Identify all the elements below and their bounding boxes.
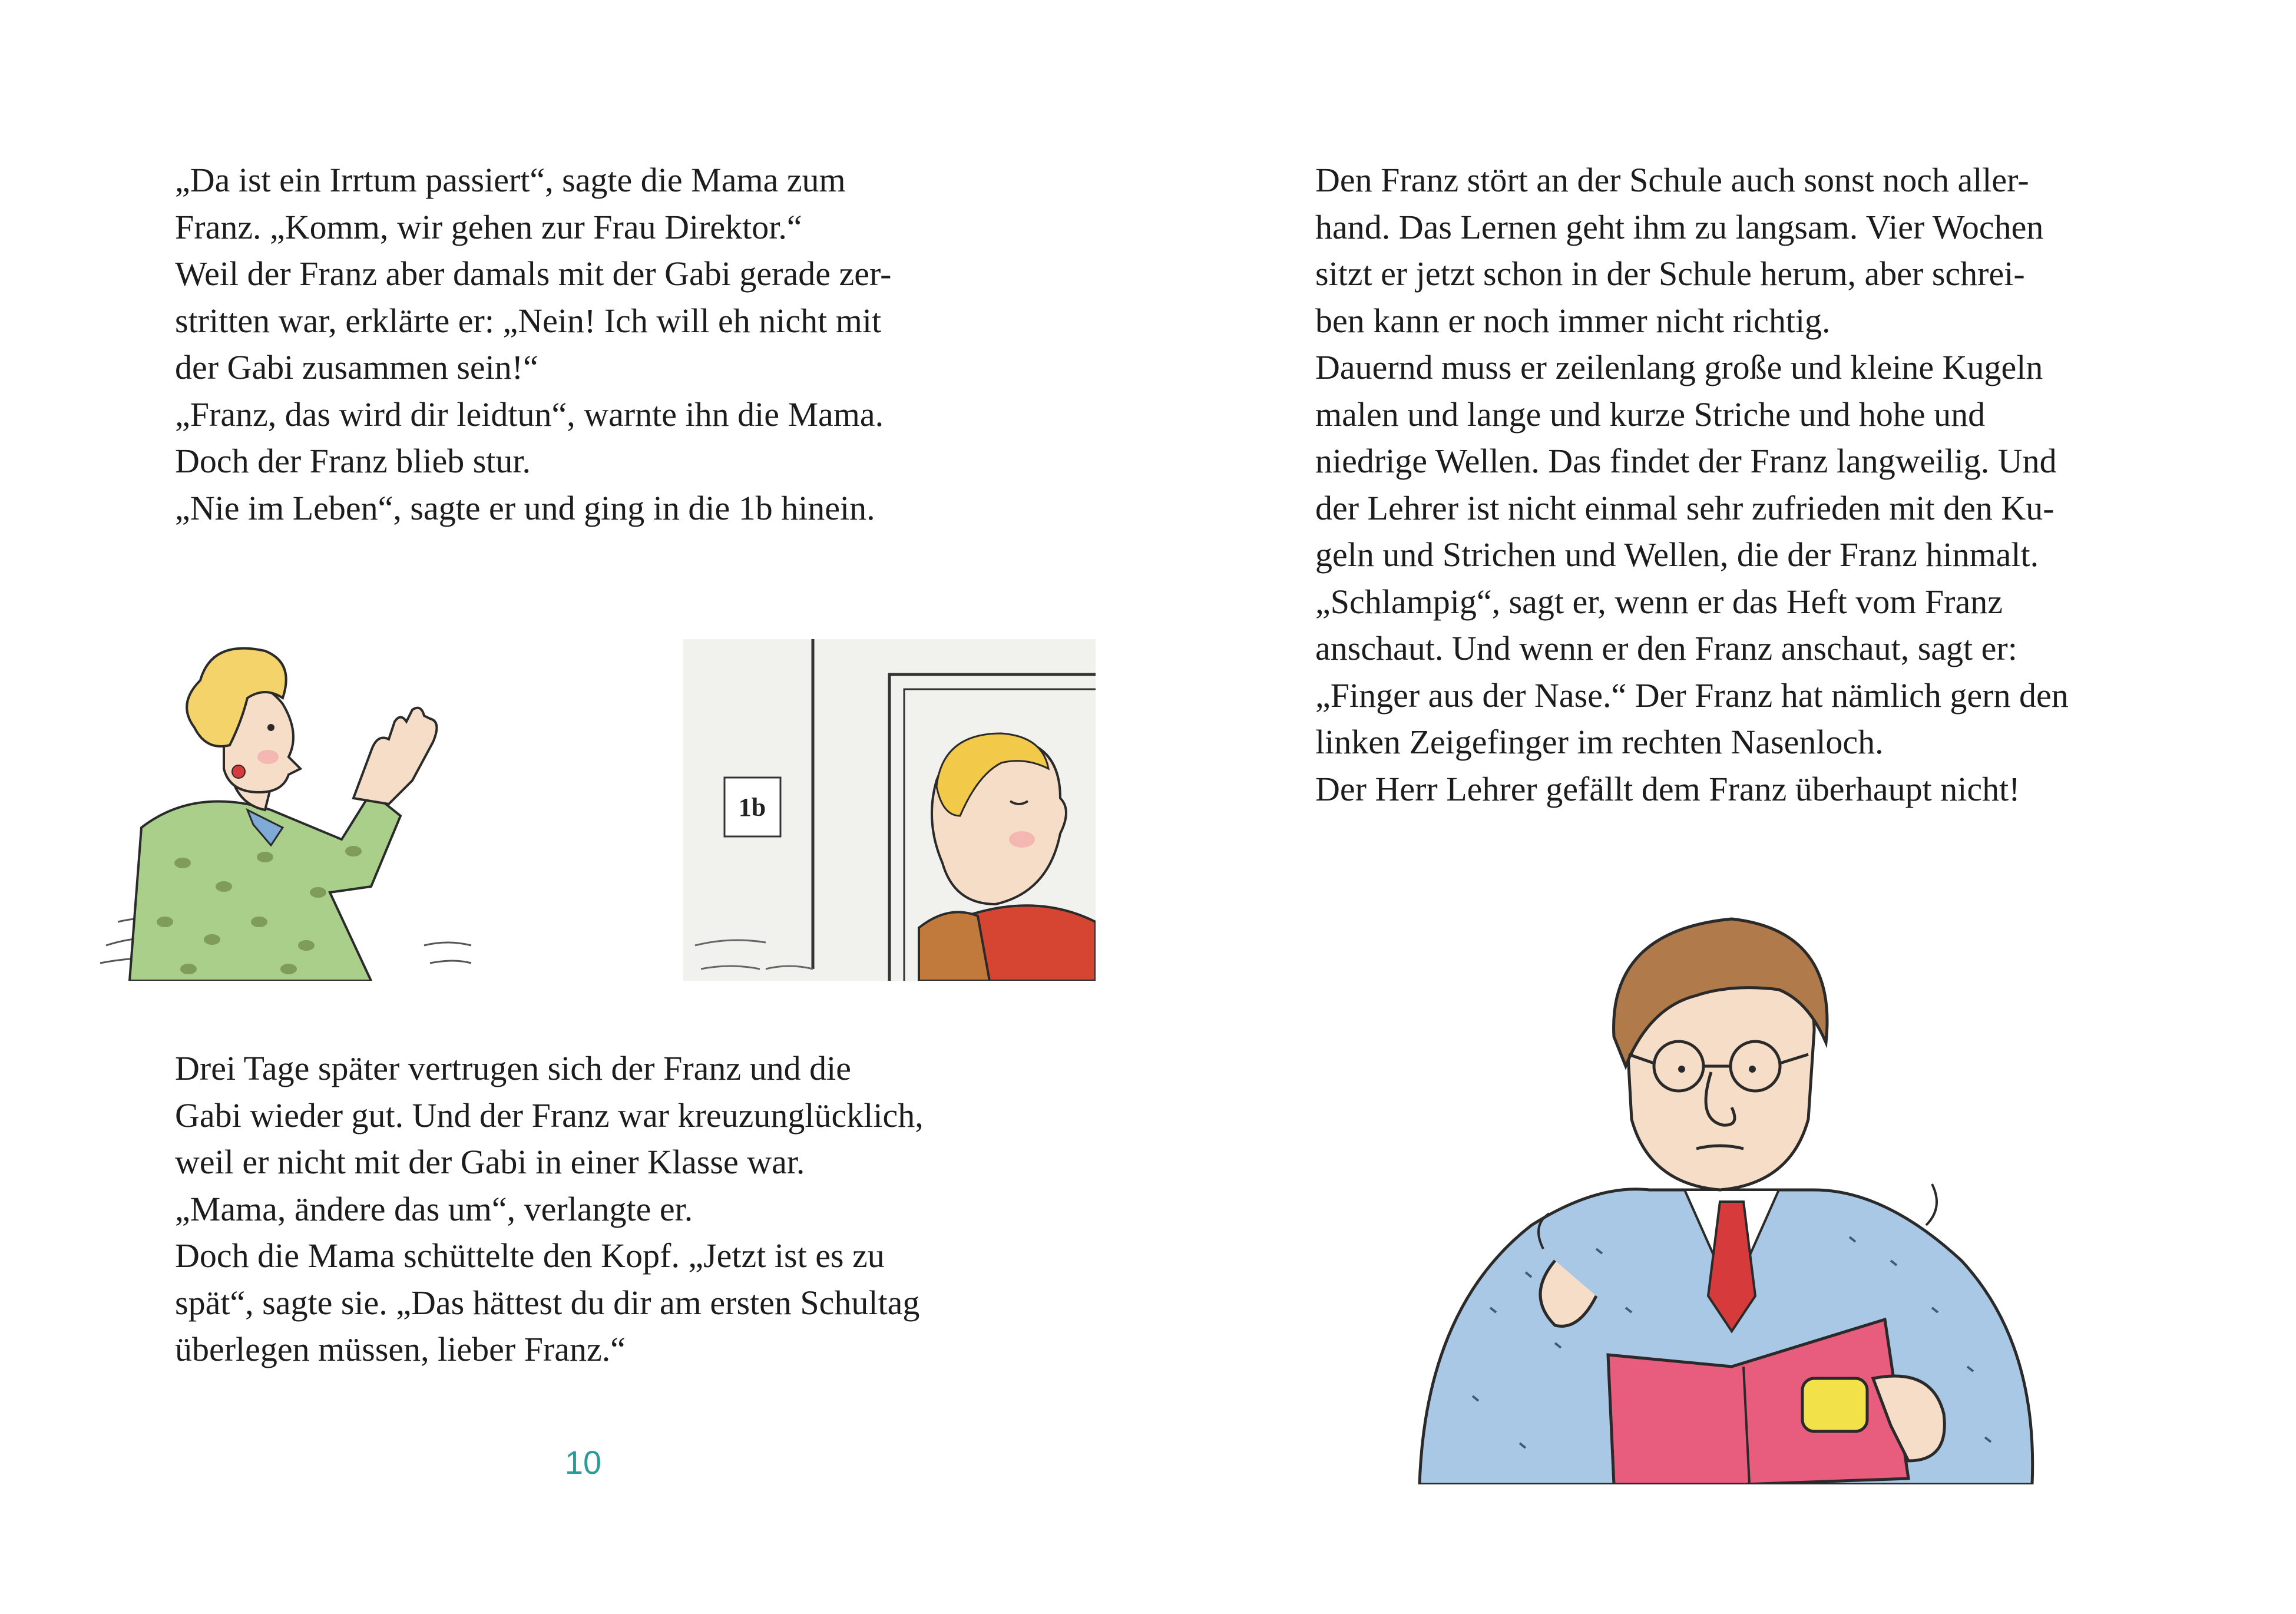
right-paragraph xyxy=(1315,157,2152,812)
left-top-paragraph xyxy=(175,157,1029,531)
franz-at-classroom-door-illustration xyxy=(683,639,1096,981)
teacher-reading-notebook-illustration xyxy=(1402,895,2062,1484)
page-number: 10 xyxy=(564,1444,602,1481)
left-top-text: „Da ist ein Irrtum passiert“, sagte die Mama zum Franz. „Komm, wir gehen zur Frau Direktor.“ Weil der Franz aber damals mit der Gabi gerade zer- stritten war, erklärte er: „Nein! Ich will eh nicht mit der Gabi zusammen sein!“ „Franz, das wird dir leidtun“, warnte ihn die Mama. Doch der Franz blieb stur. „Nie im Leben“, sagte er und ging in die 1b hinein. xyxy=(175,161,892,527)
left-bottom-text: Drei Tage später vertrugen sich der Franz und die Gabi wieder gut. Und der Franz war kreuzunglücklich, weil er nicht mit der Gabi in einer Klasse war. „Mama, ändere das um“, verlangte er. Doch die Mama schüttelte den Kopf. „Jetzt ist es zu spät“, sagte sie. „Das hättest du dir am ersten Schultag überlegen müssen, lieber Franz.“ xyxy=(175,1049,924,1368)
left-bottom-paragraph xyxy=(175,1045,1029,1373)
right-text-body: Den Franz stört an der Schule auch sonst noch aller- hand. Das Lernen geht ihm zu langsam. Vier Wochen sitzt er jetzt schon in der Schule herum, aber schrei- ben kann er noch immer nicht richtig. Dauernd muss er zeilenlang große und kleine Kugeln malen und lange und kurze Striche und hohe und niedrige Wellen. Das findet der Franz langweilig. Und der Lehrer ist nicht einmal sehr zufrieden mit den Ku- geln und Strichen und Wellen, die der Franz hinmalt. „Schlampig“, sagt er, wenn er das Heft vom Franz anschaut. Und wenn er den Franz anschaut, sagt er: „Finger aus der Nase.“ Der Franz hat nämlich gern den linken Zeigefinger im rechten Nasenloch. Der Herr Lehrer gefällt dem Franz überhaupt nicht! xyxy=(1315,161,2069,808)
door-sign: 1b xyxy=(738,793,766,822)
mama-waving-illustration xyxy=(94,616,483,981)
